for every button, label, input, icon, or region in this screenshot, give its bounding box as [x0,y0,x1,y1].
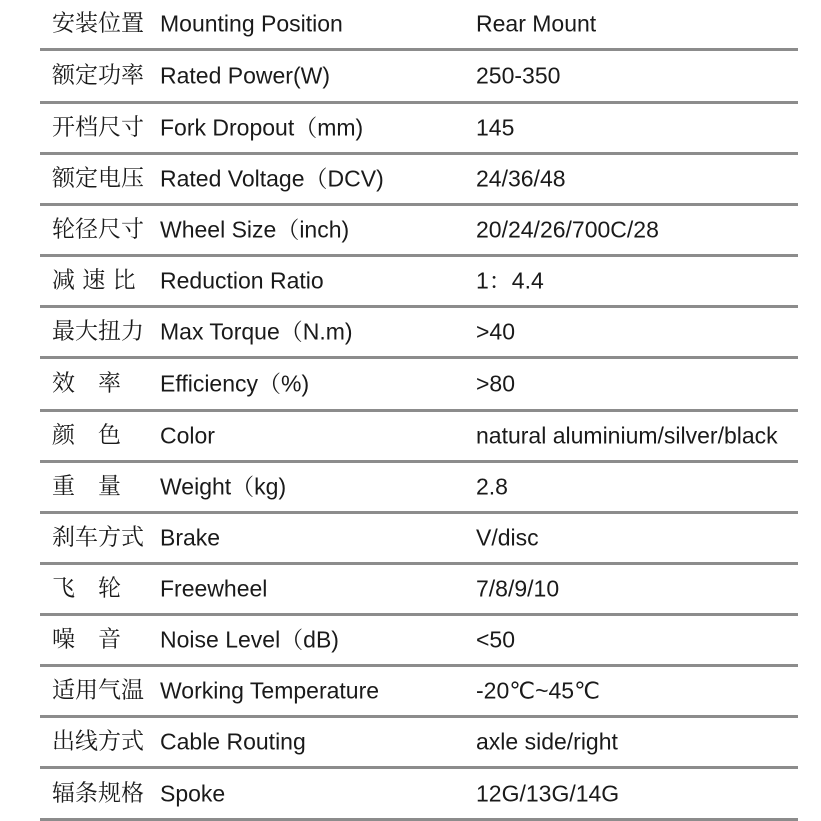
spec-label-zh: 辐条规格 [52,780,144,806]
spec-value: 7/8/9/10 [476,575,560,602]
spec-label-en: Color [160,422,215,449]
spec-label-zh: 安装位置 [52,10,144,37]
spec-value: >80 [476,370,516,397]
spec-row-wheel-size [40,206,798,257]
spec-label-zh: 出线方式 [52,728,144,755]
spec-label-zh: 轮径尺寸 [52,216,144,243]
spec-value: 12G/13G/14G [476,780,620,806]
spec-row-rated-voltage [40,155,798,206]
spec-label-en: Noise Level（dB) [160,626,339,653]
spec-label-zh: 减 速 比 [52,267,136,294]
spec-value: 20/24/26/700C/28 [476,216,659,243]
spec-row-fork-dropout [40,104,798,155]
spec-label-en: Fork Dropout（mm) [160,114,364,141]
spec-label-en: Rated Voltage（DCV) [160,165,384,192]
spec-label-zh: 最大扭力 [52,318,144,345]
spec-label-zh: 飞 轮 [52,575,121,602]
spec-value: axle side/right [476,728,618,755]
spec-row-mounting-position [40,0,798,51]
spec-row-spoke [40,769,798,821]
spec-label-zh: 适用气温 [52,677,144,704]
spec-value: 1：4.4 [476,267,544,294]
spec-value: >40 [476,318,516,345]
spec-value: V/disc [476,524,539,551]
spec-label-en: Brake [160,524,221,551]
spec-value: Rear Mount [476,10,597,37]
spec-row-rated-power [40,51,798,104]
spec-label-en: Reduction Ratio [160,267,324,294]
spec-row-color [40,412,798,463]
spec-label-zh: 刹车方式 [52,524,144,551]
spec-label-zh: 额定功率 [52,62,144,89]
spec-row-max-torque [40,308,798,359]
spec-label-en: Efficiency（%) [160,370,310,397]
spec-value: <50 [476,626,516,653]
spec-label-en: Cable Routing [160,728,306,755]
spec-label-en: Freewheel [160,575,268,602]
spec-label-en: Mounting Position [160,10,343,37]
spec-row-efficiency [40,359,798,412]
spec-label-en: Wheel Size（inch) [160,216,350,243]
spec-value: 145 [476,114,515,141]
spec-value: -20℃~45℃ [476,677,600,704]
spec-label-en: Spoke [160,780,226,806]
spec-label-zh: 效 率 [52,370,121,397]
spec-value: 24/36/48 [476,165,566,192]
spec-table [40,0,798,821]
spec-value: natural aluminium/silver/black [476,422,778,449]
spec-label-en: Weight（kg) [160,473,287,500]
spec-label-en: Max Torque（N.m) [160,318,353,345]
spec-label-zh: 额定电压 [52,165,144,192]
spec-label-en: Rated Power(W) [160,62,330,89]
spec-row-brake [40,514,798,565]
spec-value: 250-350 [476,62,561,89]
spec-label-zh: 噪 音 [52,626,121,653]
spec-label-zh: 颜 色 [52,422,121,449]
spec-row-working-temperature [40,667,798,718]
spec-row-weight [40,463,798,514]
spec-label-en: Working Temperature [160,677,380,704]
spec-value: 2.8 [476,473,508,500]
spec-label-zh: 重 量 [52,473,121,500]
spec-label-zh: 开档尺寸 [52,114,144,141]
spec-row-noise-level [40,616,798,667]
spec-row-cable-routing [40,718,798,769]
spec-row-reduction-ratio [40,257,798,308]
spec-row-freewheel [40,565,798,616]
